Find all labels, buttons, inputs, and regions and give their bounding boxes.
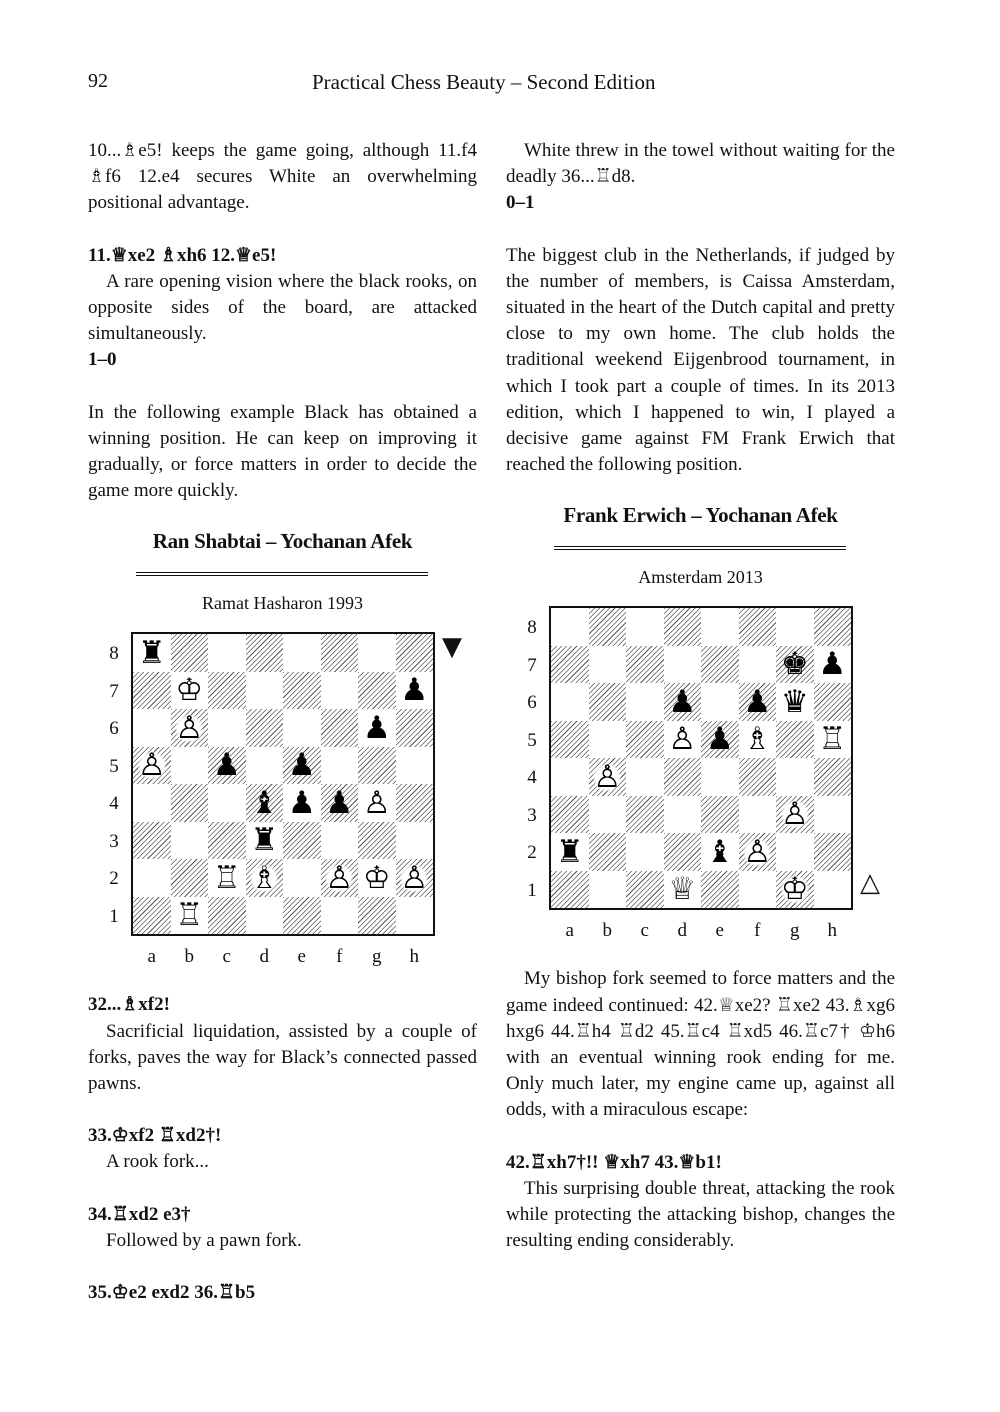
square-d8 (246, 634, 284, 672)
chess-piece-icon: ♟ (668, 683, 697, 720)
paragraph: This surprising double threat, attacking the rook while protecting the attacking bishop, changes the resulting ending considerably. (506, 1177, 895, 1252)
square-c3 (208, 822, 246, 860)
square-g4 (776, 758, 814, 796)
square-h8 (814, 608, 852, 646)
square-a2 (551, 833, 589, 871)
chess-piece-icon: ♙ (668, 721, 697, 758)
square-c5 (626, 721, 664, 759)
square-g7 (776, 646, 814, 684)
square-e6 (701, 683, 739, 721)
square-e7 (701, 646, 739, 684)
square-h5 (814, 721, 852, 759)
chess-piece-icon: ♟ (743, 683, 772, 720)
square-a1 (133, 897, 171, 935)
square-h6 (814, 683, 852, 721)
file-label: c (222, 946, 231, 968)
square-d4 (246, 784, 284, 822)
square-c7 (208, 672, 246, 710)
square-g8 (358, 634, 396, 672)
square-b8 (171, 634, 209, 672)
square-g3 (776, 796, 814, 834)
square-a6 (133, 709, 171, 747)
chess-piece-icon: ♙ (743, 833, 772, 870)
square-h6 (396, 709, 434, 747)
rank-label: 8 (109, 643, 119, 665)
square-e2 (283, 859, 321, 897)
square-a8 (551, 608, 589, 646)
paragraph: The biggest club in the Netherlands, if judged by the number of members, is Caissa Amsterdam, situated in the heart of the Dutch capital and pretty close to my own home. The club holds the traditional weekend Eijgenbrood tournament, in which I took part a couple of times. In its 2013 edition, which I happened to win, I played a decisive game against FM Frank Erwich that reached the following position. (506, 244, 895, 476)
square-e2 (701, 833, 739, 871)
square-g6 (358, 709, 396, 747)
rank-label: 6 (527, 692, 537, 714)
paragraph: A rook fork... (106, 1151, 209, 1173)
rank-label: 7 (527, 654, 537, 676)
file-label: c (640, 920, 649, 942)
square-g5 (776, 721, 814, 759)
chess-diagram (506, 606, 895, 966)
square-e5 (701, 721, 739, 759)
square-c6 (626, 683, 664, 721)
square-b3 (589, 796, 627, 834)
square-e1 (283, 897, 321, 935)
square-f2 (739, 833, 777, 871)
game-place: Ramat Hasharon 1993 (202, 593, 363, 614)
square-d3 (664, 796, 702, 834)
square-h2 (396, 859, 434, 897)
paragraph: Sacrificial liquidation, assisted by a couple of forks, paves the way for Black’s connected passed pawns. (88, 1020, 477, 1095)
square-h1 (396, 897, 434, 935)
file-label: f (336, 946, 343, 968)
rank-label: 1 (527, 879, 537, 901)
square-b8 (589, 608, 627, 646)
square-b5 (171, 747, 209, 785)
square-e3 (701, 796, 739, 834)
square-c5 (208, 747, 246, 785)
chess-piece-icon: ♟ (818, 646, 847, 683)
square-g3 (358, 822, 396, 860)
square-c1 (626, 871, 664, 909)
file-label: g (372, 946, 382, 968)
chess-piece-icon: ♗ (250, 859, 279, 896)
black-to-move-icon: ▼ (442, 632, 462, 663)
move-line: 35.♔e2 exd2 36.♖b5 (88, 1282, 256, 1304)
square-f4 (321, 784, 359, 822)
file-label: a (565, 920, 574, 942)
square-c4 (626, 758, 664, 796)
square-d2 (664, 833, 702, 871)
square-f6 (739, 683, 777, 721)
chess-piece-icon: ♖ (175, 897, 204, 934)
square-e6 (283, 709, 321, 747)
square-h7 (396, 672, 434, 710)
rank-label: 3 (527, 804, 537, 826)
chess-piece-icon: ♜ (137, 634, 166, 671)
square-g1 (358, 897, 396, 935)
move-line: 11.♕xe2 ♗xh6 12.♕e5! (88, 244, 277, 266)
square-f6 (321, 709, 359, 747)
file-label: d (259, 946, 269, 968)
square-b2 (589, 833, 627, 871)
square-e3 (283, 822, 321, 860)
paragraph: White threw in the towel without waiting for the deadly 36...♖d8. (506, 140, 895, 188)
rank-label: 2 (527, 842, 537, 864)
square-d5 (664, 721, 702, 759)
square-a5 (133, 747, 171, 785)
square-e7 (283, 672, 321, 710)
square-g7 (358, 672, 396, 710)
square-h3 (396, 822, 434, 860)
square-g8 (776, 608, 814, 646)
move-line: 34.♖xd2 e3† (88, 1203, 191, 1225)
square-c4 (208, 784, 246, 822)
square-e4 (283, 784, 321, 822)
rank-label: 2 (109, 868, 119, 890)
chess-piece-icon: ♟ (287, 784, 316, 821)
square-f8 (739, 608, 777, 646)
square-h1 (814, 871, 852, 909)
square-g1 (776, 871, 814, 909)
chess-piece-icon: ♟ (362, 709, 391, 746)
intro-paragraph: 10...♗e5! keeps the game going, although 11.f4 ♗f6 12.e4 secures White an overwhelming positional advantage. (88, 140, 477, 214)
square-f3 (739, 796, 777, 834)
square-d6 (246, 709, 284, 747)
square-f1 (739, 871, 777, 909)
square-c6 (208, 709, 246, 747)
chess-piece-icon: ♗ (743, 721, 772, 758)
square-g4 (358, 784, 396, 822)
chess-piece-icon: ♟ (705, 721, 734, 758)
move-line: 32...♗xf2! (88, 994, 170, 1016)
square-g5 (358, 747, 396, 785)
square-c2 (626, 833, 664, 871)
square-d5 (246, 747, 284, 785)
square-e5 (283, 747, 321, 785)
square-b6 (589, 683, 627, 721)
chess-piece-icon: ♙ (175, 709, 204, 746)
chess-piece-icon: ♙ (780, 796, 809, 833)
chess-piece-icon: ♔ (175, 672, 204, 709)
square-h7 (814, 646, 852, 684)
white-to-move-icon: △ (860, 868, 880, 899)
chess-piece-icon: ♟ (400, 672, 429, 709)
rank-label: 8 (527, 617, 537, 639)
square-h5 (396, 747, 434, 785)
square-g6 (776, 683, 814, 721)
square-f4 (739, 758, 777, 796)
paragraph: Followed by a pawn fork. (106, 1229, 302, 1251)
rank-label: 1 (109, 905, 119, 927)
square-b3 (171, 822, 209, 860)
page-number: 92 (88, 70, 108, 92)
square-e8 (283, 634, 321, 672)
chess-piece-icon: ♕ (668, 871, 697, 908)
chess-piece-icon: ♙ (325, 859, 354, 896)
rank-label: 3 (109, 830, 119, 852)
double-rule (136, 572, 428, 576)
chess-piece-icon: ♙ (593, 758, 622, 795)
rank-label: 4 (109, 793, 119, 815)
chess-piece-icon: ♙ (400, 859, 429, 896)
square-b7 (171, 672, 209, 710)
chess-piece-icon: ♜ (555, 833, 584, 870)
square-d1 (246, 897, 284, 935)
chess-piece-icon: ♟ (325, 784, 354, 821)
square-b4 (589, 758, 627, 796)
chess-piece-icon: ♖ (212, 859, 241, 896)
square-h2 (814, 833, 852, 871)
square-c8 (626, 608, 664, 646)
game-title: Ran Shabtai – Yochanan Afek (152, 529, 413, 554)
square-a4 (551, 758, 589, 796)
square-d4 (664, 758, 702, 796)
file-label: a (147, 946, 156, 968)
game-heading (506, 500, 895, 560)
chess-piece-icon: ♟ (212, 747, 241, 784)
chess-piece-icon: ♖ (818, 721, 847, 758)
rank-label: 6 (109, 718, 119, 740)
square-e4 (701, 758, 739, 796)
chess-board (131, 632, 435, 936)
chess-piece-icon: ♝ (705, 833, 734, 870)
square-c1 (208, 897, 246, 935)
square-b6 (171, 709, 209, 747)
chess-piece-icon: ♚ (780, 646, 809, 683)
square-f2 (321, 859, 359, 897)
square-a4 (133, 784, 171, 822)
game-title: Frank Erwich – Yochanan Afek (563, 503, 838, 528)
file-label: e (297, 946, 306, 968)
square-h8 (396, 634, 434, 672)
square-d3 (246, 822, 284, 860)
square-a1 (551, 871, 589, 909)
game-place: Amsterdam 2013 (638, 567, 763, 588)
square-b4 (171, 784, 209, 822)
square-d2 (246, 859, 284, 897)
square-f8 (321, 634, 359, 672)
running-head: Practical Chess Beauty – Second Edition (312, 70, 656, 94)
square-h3 (814, 796, 852, 834)
square-g2 (358, 859, 396, 897)
square-b1 (171, 897, 209, 935)
square-b2 (171, 859, 209, 897)
move-line: 42.♖xh7†!! ♕xh7 43.♕b1! (506, 1151, 722, 1173)
square-f5 (321, 747, 359, 785)
square-f3 (321, 822, 359, 860)
square-a7 (551, 646, 589, 684)
right-column (506, 138, 895, 1254)
file-label: b (602, 920, 612, 942)
chess-diagram (88, 632, 477, 992)
game-result: 0–1 (506, 192, 535, 214)
chess-piece-icon: ♙ (137, 747, 166, 784)
rank-label: 7 (109, 680, 119, 702)
paragraph: A rare opening vision where the black rooks, on opposite sides of the board, are attacked simultaneously. (88, 270, 477, 345)
file-label: d (677, 920, 687, 942)
square-a8 (133, 634, 171, 672)
chess-piece-icon: ♔ (362, 859, 391, 896)
square-b5 (589, 721, 627, 759)
square-c8 (208, 634, 246, 672)
rank-label: 4 (527, 767, 537, 789)
file-label: f (754, 920, 761, 942)
square-a2 (133, 859, 171, 897)
square-c2 (208, 859, 246, 897)
chess-piece-icon: ♔ (780, 871, 809, 908)
file-label: h (827, 920, 837, 942)
square-a6 (551, 683, 589, 721)
square-h4 (814, 758, 852, 796)
paragraph: My bishop fork seemed to force matters and the game indeed continued: 42.♕xe2? ♖xe2 43.♗xg6 hxg6 44.♖h4 ♖d2 45.♖c4 ♖xd5 46.♖c7† ♔h6 with an eventual winning rook ending for me. Only much later, my engine came up, against all odds, with a miraculous escape: (506, 968, 895, 1121)
square-a5 (551, 721, 589, 759)
square-d7 (246, 672, 284, 710)
file-label: g (790, 920, 800, 942)
chess-piece-icon: ♟ (287, 747, 316, 784)
square-h4 (396, 784, 434, 822)
left-column (88, 138, 477, 1306)
chess-piece-icon: ♛ (780, 683, 809, 720)
square-b7 (589, 646, 627, 684)
square-a7 (133, 672, 171, 710)
square-f5 (739, 721, 777, 759)
square-g2 (776, 833, 814, 871)
rank-label: 5 (527, 729, 537, 751)
game-heading (88, 526, 477, 586)
game-result: 1–0 (88, 349, 117, 371)
file-label: e (715, 920, 724, 942)
chess-piece-icon: ♜ (250, 822, 279, 859)
file-label: b (184, 946, 194, 968)
chess-piece-icon: ♙ (362, 784, 391, 821)
square-d1 (664, 871, 702, 909)
square-b1 (589, 871, 627, 909)
square-e8 (701, 608, 739, 646)
rank-label: 5 (109, 755, 119, 777)
file-label: h (409, 946, 419, 968)
square-e1 (701, 871, 739, 909)
square-a3 (551, 796, 589, 834)
square-a3 (133, 822, 171, 860)
square-c3 (626, 796, 664, 834)
square-f1 (321, 897, 359, 935)
square-f7 (739, 646, 777, 684)
square-d6 (664, 683, 702, 721)
square-d7 (664, 646, 702, 684)
square-f7 (321, 672, 359, 710)
double-rule (554, 546, 846, 550)
chess-piece-icon: ♝ (250, 784, 279, 821)
square-d8 (664, 608, 702, 646)
chess-board (549, 606, 853, 910)
square-c7 (626, 646, 664, 684)
move-line: 33.♔xf2 ♖xd2†! (88, 1125, 222, 1147)
paragraph: In the following example Black has obtained a winning position. He can keep on improving it gradually, or force matters in order to decide the game more quickly. (88, 401, 477, 502)
